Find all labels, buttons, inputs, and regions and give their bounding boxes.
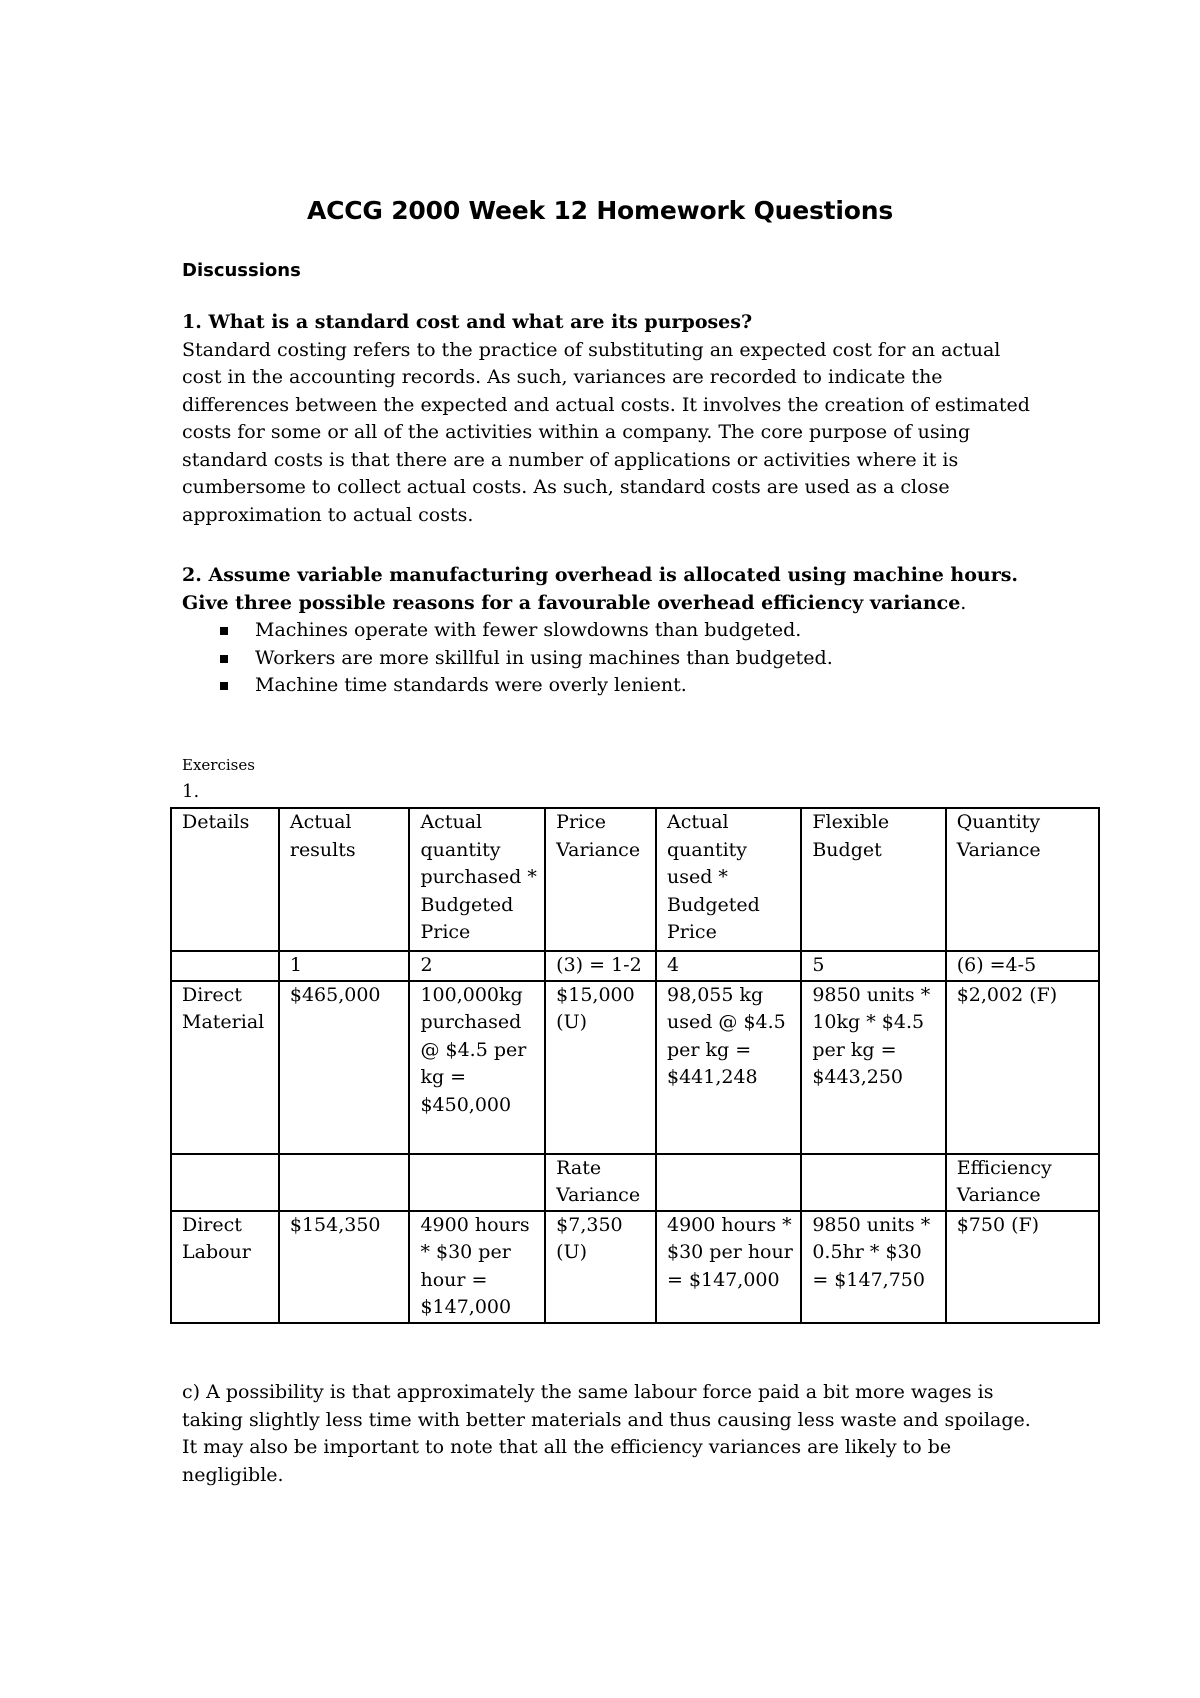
table-cell: 1 [279,951,410,981]
table-cell: 9850 units * 0.5hr * $30 = $147,750 [801,1211,945,1323]
table-cell [171,951,279,981]
table-cell: (6) =4-5 [946,951,1099,981]
table-header-cell: Quantity Variance [946,808,1099,951]
answer-1: Standard costing refers to the practice of substituting an expected cost for an actual cost in the accounting records. As such, variances are recorded to indicate the differences between the expected and actual costs. It involves the creation of estimated costs for some or all of the activities within a company. The core purpose of using standard costs is that there are a number of applications or activities where it is cumbersome to collect actual costs. As such, standard costs are used as a close approximation to actual costs. [182,338,1030,526]
table-cell: Rate Variance [545,1154,656,1211]
table-header-cell: Actual quantity used * Budgeted Price [656,808,801,951]
conclusion-paragraph: c) A possibility is that approximately the same labour force paid a bit more wages is taking slightly less time with better materials and thus causing less waste and spoilage. It may also be important to note that all the efficiency variances are likely to be negligible. [182,1381,1031,1486]
table-row [171,1154,1099,1211]
exercises-heading: Exercises [182,756,255,774]
table-row [171,981,1099,1154]
question-1-block [182,309,1042,529]
table-row [171,1211,1099,1323]
table-cell: (3) = 1-2 [545,951,656,981]
table-cell: 100,000kg purchased @ $4.5 per kg = $450,000 [409,981,545,1154]
list-item: Machine time standards were overly lenient. [218,672,833,700]
table-cell: Direct Labour [171,1211,279,1323]
table-cell [409,1154,545,1211]
table-cell: $7,350 (U) [545,1211,656,1323]
question-2: 2. Assume variable manufacturing overhead is allocated using machine hours. Give three possible reasons for a favourable overhead efficiency variance [182,564,1019,614]
table-cell: Direct Material [171,981,279,1154]
question-1: 1. What is a standard cost and what are its purposes? [182,311,753,333]
exercise-number: 1. [182,781,200,802]
table-header-cell: Price Variance [545,808,656,951]
list-item: Machines operate with fewer slowdowns than budgeted. [218,617,833,645]
reasons-list [218,617,833,700]
table-cell: 98,055 kg used @ $4.5 per kg = $441,248 [656,981,801,1154]
list-item: Workers are more skillful in using machines than budgeted. [218,645,833,673]
table-cell: 5 [801,951,945,981]
table-row [171,951,1099,981]
table-cell: 2 [409,951,545,981]
discussions-heading: Discussions [182,260,301,281]
question-2-block [182,562,1042,617]
table-cell: $15,000 (U) [545,981,656,1154]
table-cell: Efficiency Variance [946,1154,1099,1211]
table-cell: $750 (F) [946,1211,1099,1323]
table-header-cell: Actual quantity purchased * Budgeted Price [409,808,545,951]
table-cell: 9850 units * 10kg * $4.5 per kg = $443,250 [801,981,945,1154]
table-cell: $2,002 (F) [946,981,1099,1154]
table-header-cell: Flexible Budget [801,808,945,951]
table-cell: 4900 hours * $30 per hour = $147,000 [656,1211,801,1323]
table-header-row [171,808,1099,951]
table-header-cell: Details [171,808,279,951]
table-cell: $465,000 [279,981,410,1154]
table-cell [656,1154,801,1211]
table-cell [171,1154,279,1211]
table-cell: 4900 hours * $30 per hour = $147,000 [409,1211,545,1323]
table-header-cell: Actual results [279,808,410,951]
table-cell: $154,350 [279,1211,410,1323]
table-cell [279,1154,410,1211]
page-title: ACCG 2000 Week 12 Homework Questions [306,196,894,225]
table-cell [801,1154,945,1211]
question-2-period: . [960,591,967,614]
table-cell: 4 [656,951,801,981]
variance-table [170,807,1100,1324]
